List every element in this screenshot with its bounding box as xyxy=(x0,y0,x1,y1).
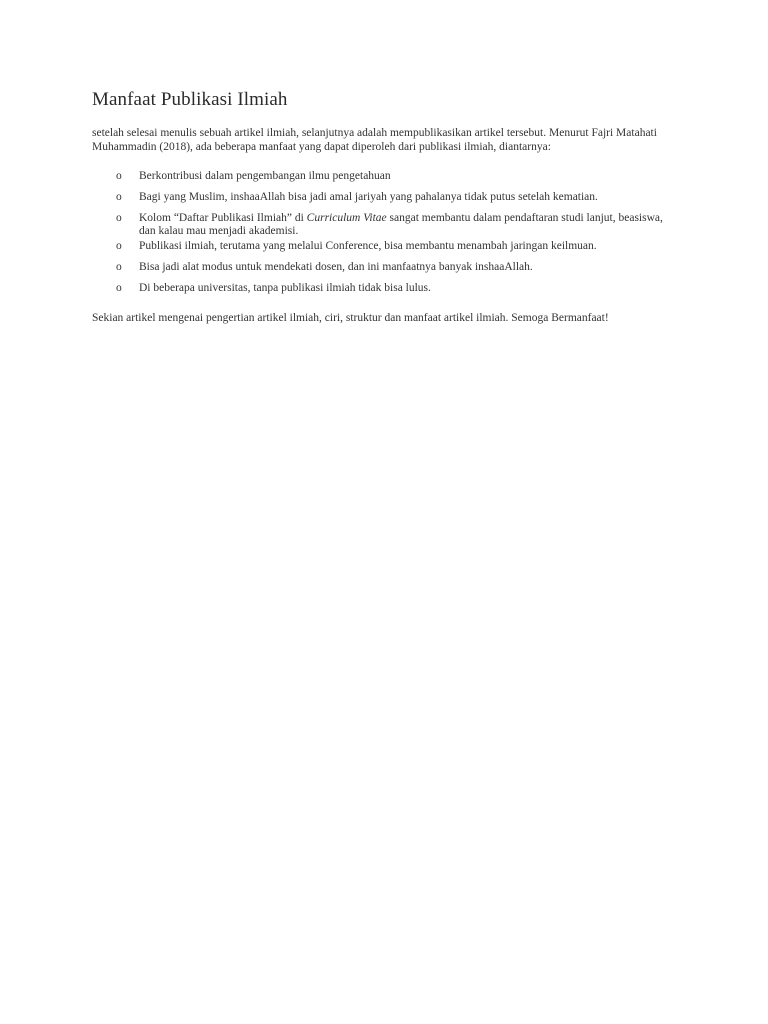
list-item-text: Di beberapa universitas, tanpa publikasi ilmiah tidak bisa lulus. xyxy=(139,282,431,294)
list-item-text: Publikasi ilmiah, terutama yang melalui Conference, bisa membantu menambah jaringan keilmuan. xyxy=(139,240,597,252)
list-item xyxy=(92,170,682,183)
list-item xyxy=(92,282,682,295)
closing-paragraph: Sekian artikel mengenai pengertian artikel ilmiah, ciri, struktur dan manfaat artikel ilmiah. Semoga Bermanfaat! xyxy=(92,312,609,324)
document-content xyxy=(92,88,682,325)
bullet-marker: o xyxy=(116,261,122,273)
bullet-marker: o xyxy=(116,240,122,252)
benefits-list xyxy=(92,170,682,295)
list-item-text: Bisa jadi alat modus untuk mendekati dosen, dan ini manfaatnya banyak inshaaAllah. xyxy=(139,261,533,273)
list-item xyxy=(92,191,682,204)
bullet-marker: o xyxy=(116,170,122,182)
list-item-text: Berkontribusi dalam pengembangan ilmu pengetahuan xyxy=(139,170,391,182)
document-title: Manfaat Publikasi Ilmiah xyxy=(92,89,288,110)
list-item xyxy=(92,212,682,238)
list-item xyxy=(92,261,682,274)
bullet-marker: o xyxy=(116,212,122,224)
list-item-italic-text: Curriculum Vitae xyxy=(306,212,387,224)
intro-paragraph: setelah selesai menulis sebuah artikel ilmiah, selanjutnya adalah mempublikasikan artikel tersebut. Menurut Fajri Matahati Muhammadin (2018), ada beberapa manfaat yang dapat diperoleh dari publikasi ilmiah, diantarnya: xyxy=(92,127,657,153)
list-item-text-prefix: Kolom “Daftar Publikasi Ilmiah” di xyxy=(139,212,307,224)
bullet-marker: o xyxy=(116,282,122,294)
bullet-marker: o xyxy=(116,191,122,203)
list-item xyxy=(92,240,682,253)
list-item-text-suffix: sangat membantu dalam pendaftaran studi lanjut, beasiswa, dan kalau mau menjadi akademisi. xyxy=(139,212,663,237)
list-item-text: Bagi yang Muslim, inshaaAllah bisa jadi amal jariyah yang pahalanya tidak putus setelah kematian. xyxy=(139,191,598,203)
